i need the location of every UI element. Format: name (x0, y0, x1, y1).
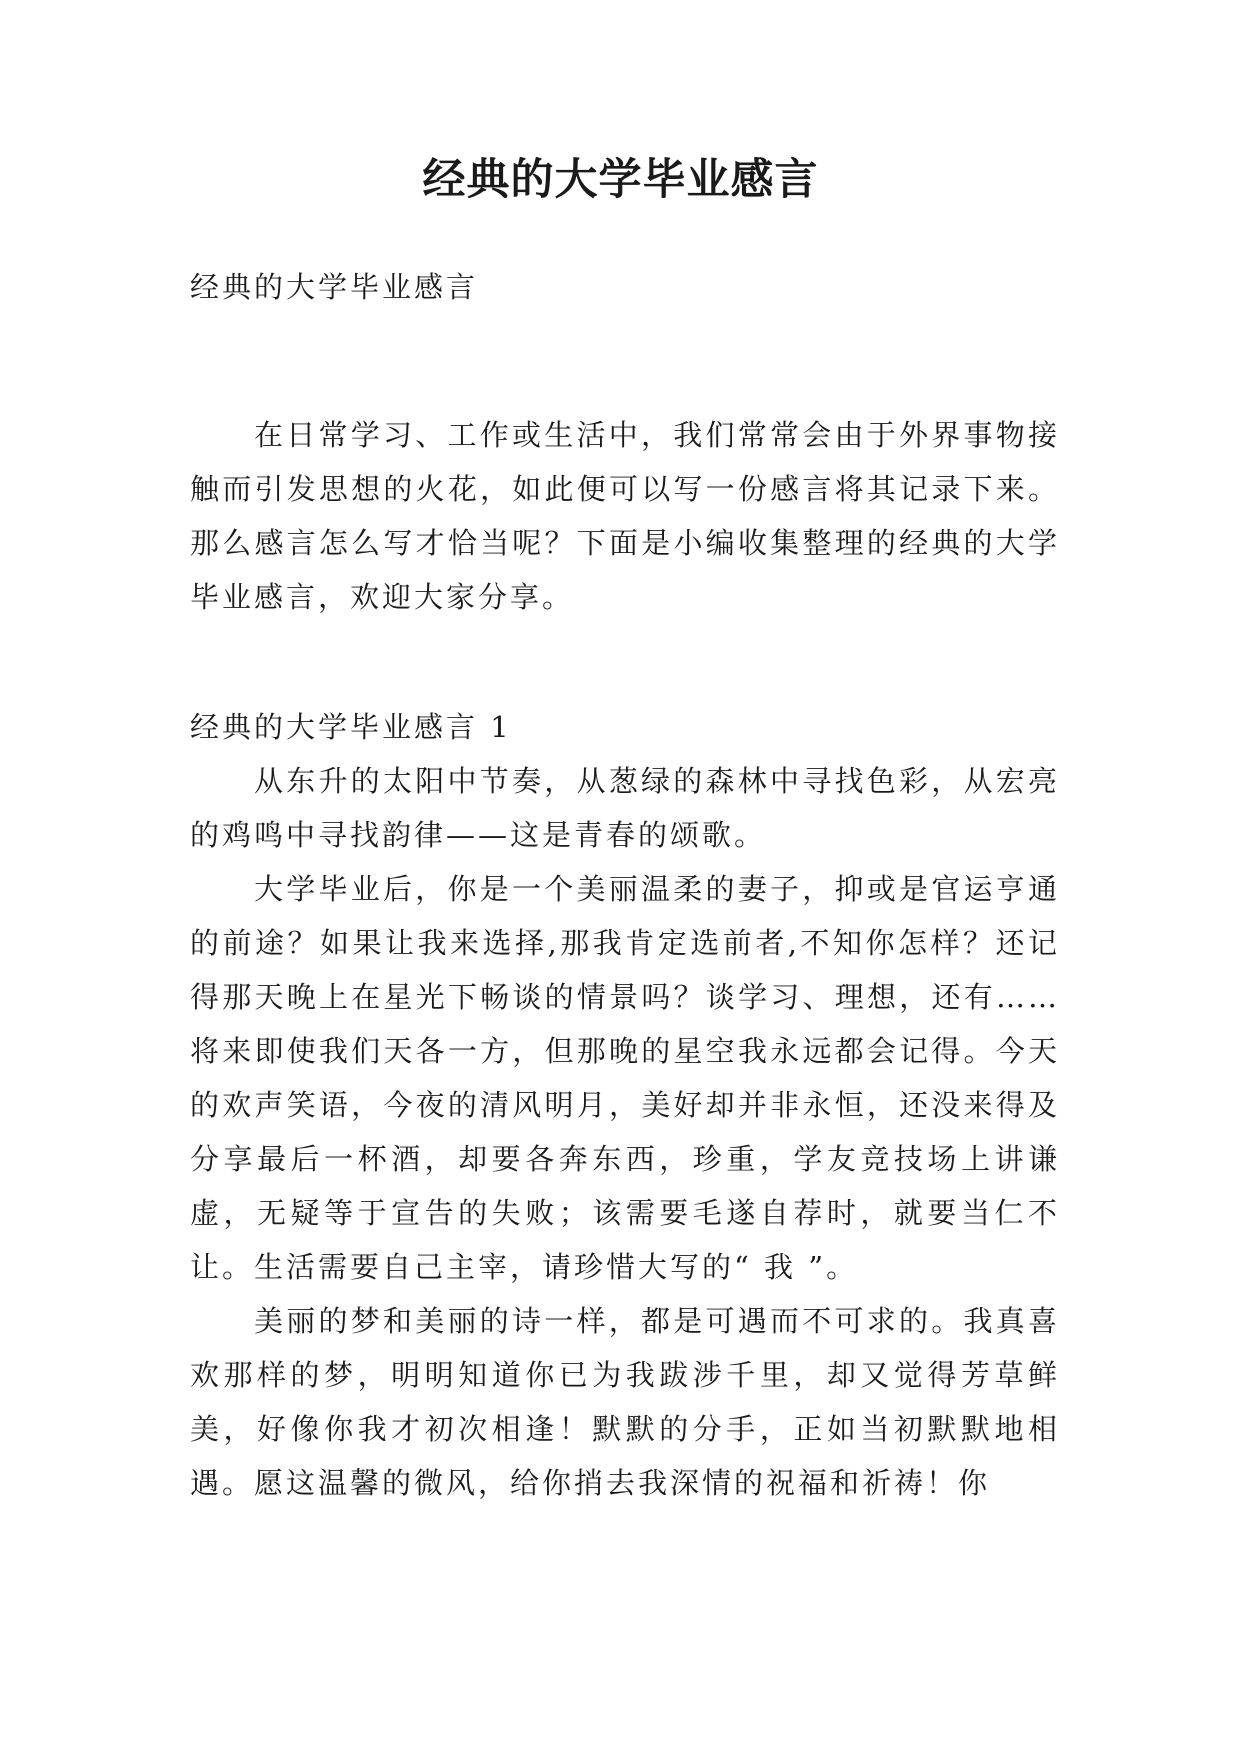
section-paragraph: 大学毕业后，你是一个美丽温柔的妻子，抑或是官运亨通的前途？如果让我来选择,那我肯定选前者,不知你怎样？还记得那天晚上在星光下畅谈的情景吗？谈学习、理想，还有……将来即使我们天各一方，但那晚的星空我永远都会记得。今天的欢声笑语，今夜的清风明月，美好却并非永恒，还没来得及分享最后一杯酒，却要各奔东西，珍重，学友竞技场上讲谦虚，无疑等于宣告的失败；该需要毛遂自荐时，就要当仁不让。生活需要自己主宰，请珍惜大写的“ 我 ”。 (190, 872, 1060, 1284)
section-1 (190, 700, 1060, 1510)
document-title: 经典的大学毕业感言 (422, 155, 819, 205)
document-subtitle (190, 260, 1060, 314)
section-paragraph: 从东升的太阳中节奏，从葱绿的森林中寻找色彩，从宏亮的鸡鸣中寻找韵律——这是青春的颂歌。 (190, 764, 1060, 852)
section-paragraph: 美丽的梦和美丽的诗一样，都是可遇而不可求的。我真喜欢那样的梦，明明知道你已为我跋涉千里，却又觉得芳草鲜美，好像你我才初次相逢！默默的分手，正如当初默默地相遇。愿这温馨的微风，给你捎去我深情的祝福和祈祷！你 (190, 1304, 1060, 1500)
intro-section (190, 408, 1060, 624)
intro-paragraph: 在日常学习、工作或生活中，我们常常会由于外界事物接触而引发思想的火花，如此便可以写一份感言将其记录下来。那么感言怎么写才恰当呢？下面是小编收集整理的经典的大学毕业感言，欢迎大家分享。 (190, 418, 1060, 614)
subtitle-text: 经典的大学毕业感言 (190, 270, 479, 304)
section-heading: 经典的大学毕业感言 1 (190, 710, 512, 744)
